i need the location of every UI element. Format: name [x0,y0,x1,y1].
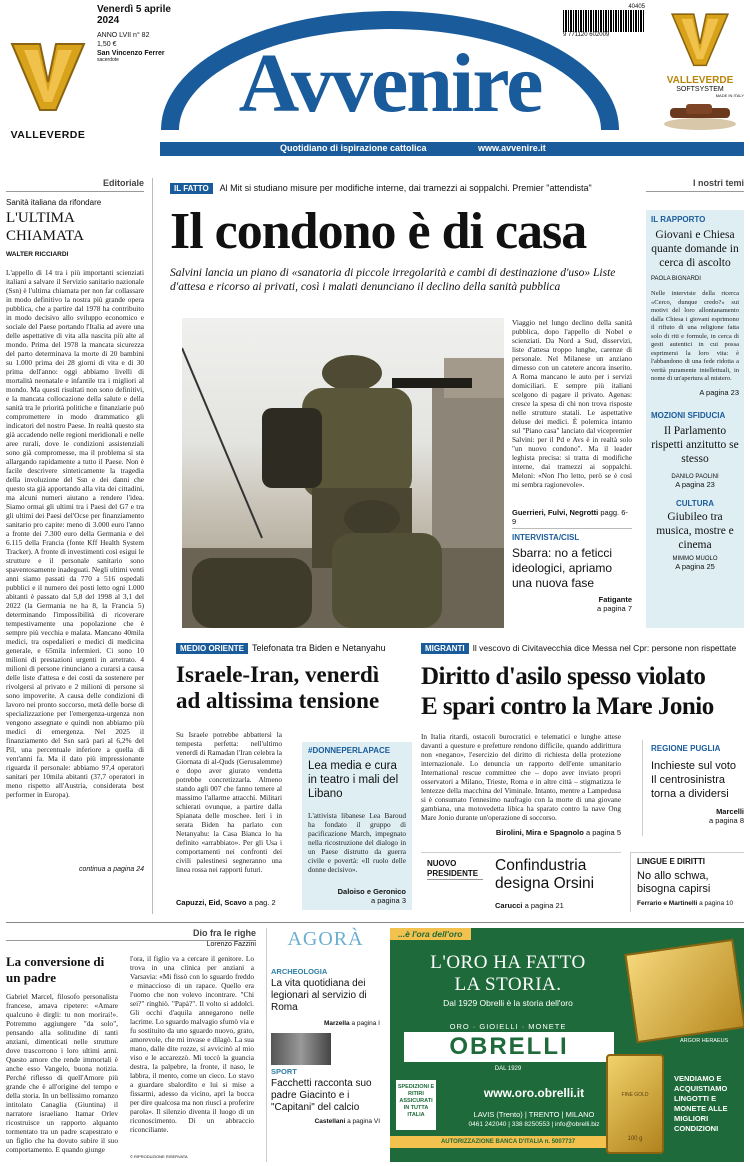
obrelli-phone: 0461 242040 | 338 8250553 | info@obrelli.biz [468,1121,600,1128]
confindustria-page[interactable]: a pagina 21 [524,901,564,910]
site-url[interactable]: www.avvenire.it [478,143,546,153]
main-headline[interactable]: Il condono è di casa [170,203,587,260]
medio-oriente-credit: Capuzzi, Eid, Scavo [176,898,247,907]
puglia-tag: REGIONE PUGLIA [651,744,721,753]
cultura-block[interactable] [651,499,739,571]
obrelli-line-3: Dal 1929 Obrelli è la storia dell'oro [443,998,573,1008]
libano-page[interactable]: a pagina 3 [370,896,406,905]
rapporto-block[interactable] [651,215,739,397]
libano-body: L'attivista libanese Lea Baroud ha fondato il gruppo di pacificazione March, impegnato nella ricostruzione del dialogo in un Paese distrutto da guerra civile e povertà: «Il ruolo delle donne decisivo». [308,811,406,874]
issue-date: Venerdì 5 aprile [97,4,171,15]
agora [266,928,380,1162]
gold-coin-icon [606,1054,664,1154]
tagline-bar [160,142,744,156]
migranti-tag: MIGRANTI [421,643,469,654]
intervista-page[interactable]: a pagina 7 [596,604,632,613]
soldiers-photo-icon [182,318,504,628]
agora-sport-page[interactable]: a pagina VI [347,1118,380,1125]
obrelli-bar-label: ARGOR HERAEUS [680,1038,729,1044]
dio-section: Dio fra le righe [6,928,256,941]
puglia-page[interactable]: a pagina 8 [708,816,744,825]
issue-year: 2024 [97,15,120,26]
agora-logo[interactable]: AGORÀ [287,928,364,950]
right-ad-sub: SOFTSYSTEM [676,86,724,93]
sidebar [646,178,744,628]
sidebar-header: I nostri temi [646,178,744,192]
main-deck: Salvini lancia un piano di «sanatoria di piccole irregolarità e cambi di destinazione d'uso» Liste d'attesa e ricorso ai privati, così i malati denunciano il declino della sanità pubblica [170,267,616,293]
confindustria-title: Confindustria designa Orsini [495,857,595,892]
valleverde-v-logo-icon [665,8,735,70]
dio-author: Lorenzo Fazzini [206,941,256,948]
agora-arch-page[interactable]: a pagina I [351,1020,380,1027]
mozioni-author: DANILO PAOLINI [671,474,719,480]
rapporto-author: PAOLA BIGNARDI [651,276,701,282]
agora-arch-block[interactable] [271,967,380,1027]
migranti-credit-row [421,828,621,837]
main-story-body-block [512,318,632,526]
agora-sport-title: Facchetti racconta suo padre Giacinto e i "Capitani" del calcio [271,1078,372,1113]
dio-body-2: l'ora, il figlio va a cercare il genitore. Lo trova in una clinica per anziani a Varsavia: «Mi fissò con lo sguardo freddo e minaccioso di un rapace. Quello era l'uomo che non volevo incontrare. "Chi sei?" ringhiò. "Papà?". Il volto si addolcì. Gli occhi d'aquila annegarono nelle lacrime. Lo sguardo malvagio sfumò via e fu sostituito da uno sguardo nuovo, grato, amorevole, che mi invase e dilagò. La sua mano, dalle dite rozze, si avvicinò al mio viso e le accarezzò. Mi toccò la guancia destra, la palpebre, la fronte, il naso, le labbra, il mento, come un cieco. Lo stavo a guardare sbalordito e lui si mise a fissarmi, adesso da vicino, aprì la bocca per dire qualcosa ma non riuscì a proferire parola». Il silenzio diventa il luogo di un riconoscimento. Di un abbraccio riconciliante. [130,954,254,1134]
agora-sport-tag: SPORT [271,1067,297,1076]
agora-arch-credit: Marzella [323,1020,350,1027]
saint-role: sacerdote [97,57,119,63]
medio-oriente-page[interactable]: a pag. 2 [248,898,276,907]
column-divider [152,178,153,914]
obrelli-coin-weight: 100 g [627,1136,643,1142]
agora-sport-photo [271,1033,331,1065]
rapporto-tag: IL RAPPORTO [651,215,706,224]
cultura-page[interactable]: A pagina 25 [675,562,715,571]
lingue-tag: LINGUE E DIRITTI [637,857,705,866]
cultura-author: MIMMO MUOLO [672,556,718,562]
saint-of-day: San Vincenzo Ferrer [97,50,165,57]
right-ad-brand: VALLEVERDE [666,75,734,86]
confindustria-credit-row [495,901,564,910]
libano-credit: Daloiso e Geronico [337,887,406,896]
obrelli-line-1: L'ORO HA FATTO [430,952,586,973]
dio-body-1: Gabriel Marcel, filosofo personalista francese, amava ripetere: «Amare qualcuno è dirgli: tu non morirai!». Potremmo aggiungere "da solo", pensando alla solitudine di tanti anziani, dimenticati nelle strutture dove trascorrono i loro ultimi anni. Questo amore che rende immortali è anche esso Vangelo, buona notizia. Perché riflesso di quell'Amore più grande che è all'origine del tempo e della storia. In un bellissimo romanzo intitolato Canaglia (Giuntina) il narratore israeliano Itamar Orlev ricostruisce un rapporto alquanto tormentato tra un padre scapestrato e un figlio che ha dovuto subire il suo comportamento. E quando giunge [6,992,118,1154]
cultura-tag: CULTURA [675,499,715,508]
libano-title: Lea media e cura in teatro i mali del Libano [308,760,399,800]
left-ad-brand: VALLEVERDE [10,129,86,141]
rapporto-page[interactable]: A pagina 23 [699,388,739,397]
puglia-box[interactable] [642,740,744,836]
bottom-divider [6,922,744,923]
barcode-bars [563,10,645,32]
obrelli-brand: OBRELLI [404,1032,614,1062]
obrelli-right-text: VENDIAMO E ACQUISTIAMO LINGOTTI E MONETE ALLE MIGLIORI CONDIZIONI [674,1074,728,1133]
mozioni-tag: MOZIONI SFIDUCIA [651,411,726,420]
rapporto-title: Giovani e Chiesa quante domande in cerca di ascolto [651,229,739,269]
intervista-title: Sbarra: no a feticci ideologici, apriamo una nuova fase [512,546,613,590]
intervista-author: Fatigante [598,595,632,604]
obrelli-line-2: LA STORIA. [454,974,562,995]
agora-sport-credit: Castellani [314,1118,346,1125]
dio-fra-le-righe [6,928,256,1162]
lingue-credit-row [637,900,744,907]
obrelli-ad[interactable] [390,928,744,1162]
logo-wordmark: Avvenire [238,37,542,130]
obrelli-categories: ORO · GIOIELLI · MONETE [449,1022,567,1031]
dio-title: La conversione di un padre [6,954,105,985]
obrelli-cities: LAVIS (Trento) | TRENTO | MILANO [473,1110,595,1119]
migranti-headline-1[interactable]: Diritto d'asilo spesso violato [421,663,706,690]
mozioni-page[interactable]: A pagina 23 [675,480,715,489]
lingue-box[interactable] [630,852,744,912]
main-story-credit-row [512,508,632,526]
confindustria-box[interactable] [421,852,621,912]
rapporto-body: Nelle interviste della ricerca «Cerco, dunque credo?» sui motivi del loro allontanamento dalla Chiesa i giovani esprimono il rifiuto di una religione fatta solo di riti e formule, in cerca di gesti autentici in cui possa esprimersi la loro vita: è l'abbandono di una fede ridotta a verità puramente intellettuali, in nome di un'apertura al mistero. [651,290,739,382]
agora-sport-block[interactable] [271,1067,380,1125]
obrelli-since: DAL 1929 [494,1066,522,1072]
editorial-title: L'ULTIMA CHIAMATA [6,210,84,244]
main-story-kicker: Al Mit si studiano misure per modifiche interne, dai tramezzi ai soppalchi. Premier "attendista" [219,183,592,193]
puglia-title: Inchieste sul voto Il centrosinistra torna a dividersi [651,760,736,800]
medio-oriente-headline[interactable]: Israele-Iran, venerdì ad altissima tensione [176,662,380,713]
migranti-kicker: Il vescovo di Civitavecchia dice Messa nel Cpr: persone non rispettate [472,643,737,653]
editorial-author: WALTER RICCIARDI [6,251,69,258]
migranti-kicker-row [421,638,744,656]
libano-tag: #DONNEPERLAPACE [308,746,391,755]
intervista-tag: INTERVISTA/CISL [512,533,580,542]
main-story-tag: IL FATTO [170,183,213,194]
right-ad[interactable] [656,8,744,136]
editorial-body: L'appello di 14 tra i più importanti scienziati italiani a salvare il Servizio sanitario nazionale (Ssn) è l'ultima chiamata per non far collassare in modo definitivo la nostra più grande opera pubblica, che a partire dal 1978 ha contribuito in modo decisivo allo sviluppo economico e sociale del Paese portando l'Italia ad avere una delle aspettative di vita alla nascita più alte al mondo. Prima del 1978 la mancata sicurezza del parto determinava la morte di 20 bambini su 1.000 prima dei 28 giorni di vita e di 30 prima dell'anno: oggi abbiamo livelli di mortalità neonatale e infantile tra i migliori al mondo. Ma questi risultati non sono definitivi, e la mancata collocazione della salute e della sanità tra le priorità politiche e finanziarie può compromettere in modo drammatico gli indicatori del nostro Paese. In realtà questo sta già accadendo nelle regioni meridionali e nelle aree rurali, dove le condizioni assistenziali sono già compromesse, ma il problema si sta allargando rapidamente a tutto il Paese. Non è facile descrivere sinteticamente la tragedia della involuzione del Ssn e dei danni che questo sta già apportando alla vita dei cittadini, ma alcuni numeri aiutano a rendere l'idea. Siamo ormai gli ultimi tra i Paesi del G7 e tra gli ultimi dei Paesi del'Ocse per finanziamento sanitario pro capite: meno di 3.000 euro l'anno a fronte dei 7.300 euro della Germania e dei 6.115 della Francia (fonte Kff Health System Tracker). A fronte di investimenti così esigui le strutture e il personale sanitario sono spaventosamente inadeguati. Negli ultimi venti anni siamo passati da 770 a 516 ospedali pubblici e il numero dei posti letto ogni 1.000 abitanti è passato dal 5,8 del 1998 al 3,1 del 2022 (la Germania ne ha 8, la Francia 5) determinando l'impossibilità di ricoverare tempestivamente una popolazione che è sempre più vecchia e malata. Mancano 40mila medici, tra ospedalieri e medici di medicina generale, e 65mila infermieri. Ci sono 10 milioni di prestazioni urgenti in arretrato. 4 milioni di persone rinunciano a curarsi a causa delle liste d'attesa e dei costi da sostenere per rivolgersi al privato e 2 milioni di persone si sono impoverite. A causa delle condizioni di lavoro nei pronto soccorso, metà delle borse di specializzazione per l'emergenza-urgenza non vengono assegnate e quindi non abbiamo più medici di emergenza. Nel 2025 il finanziamento del Ssn sarà pari al 6,2% del Pil, una percentuale inferiore a quella di vent'anni fa. Ma il dato più impressionante riguarda il personale: abbiamo 97,4 operatori sanitari per 10mila abitanti (37,7 operatori in meno rispetto all'Austria, considerata best performer in Europa). [6,268,144,799]
agora-arch-title: La vita quotidiana dei legionari al servizio di Roma [271,978,367,1013]
medio-oriente-body: Su Israele potrebbe abbattersi la tempesta perfetta: nell'ultimo venerdì di Ramadan l'Iran celebra la Giornata di al-Quds (Gerusalemme) e dopo aver giurato vendetta potrebbe concretizzarla. Almeno stando agli 007 che fanno temere al massimo l'allarme attacchi. Militari schierati ovunque, a partire dalla Spianata delle moschee. Ieri i in serata Biden ha parlato con Netanyahu: la Casa Bianca lo ha definito «arrabbiato». Per gli Usa i comportamenti nei confronti dei civili palestinesi segneranno una linea rossa nei rapporti futuri. [176,730,282,874]
barcode-top: 40405 [628,4,645,10]
issue-number: ANNO LVII n° 82 [97,32,150,39]
sandal-icon [660,98,740,132]
medio-oriente-kicker-row [176,638,416,656]
mozioni-title: Il Parlamento rispetti anzitutto se stesso [651,425,739,465]
barcode-digits: 9 771120 602009 [563,32,610,38]
obrelli-coin-label: FINE GOLD [621,1092,649,1098]
sidebar-panel [646,210,744,628]
barcode [563,4,645,40]
main-story-body: Viaggio nel lungo declino della sanità pubblica, dopo l'appello di Nobel e scienziati. Da Nord a Sud, disservizi, liste d'attesa troppo lunghe, carenze di personale. Nel Milanese un anziano dimesso con un catetere ancora inserito. A Roma mancano le auto per i servizi domiciliari. E sempre più italiani scelgono di pagare il privato. Agenas: cresce la spesa di chi non trova risposte nelle strutture statali. Le aspettative deluse dei medici. È polemica intanto sul "Piano casa" lanciato dal vicepremier Salvini: per il Pd e Avs è in realtà solo "un nuovo condono". Ma il leader leghista precisa: si tratta di modifiche interne, dai tramezzi ai soppalchi. Meloni: «Non l'ho letto, però se è così mi sembra ragionevole». [512,318,632,489]
agora-arch-credit-row [271,1020,380,1027]
logo-area[interactable] [160,10,620,150]
issue-price: 1,50 € [97,41,117,48]
main-story-pages[interactable]: pagg. 6-9 [512,508,628,526]
tagline: Quotidiano di ispirazione cattolica [280,143,427,153]
intervista-box[interactable] [512,528,632,632]
puglia-author: Marcelli [716,807,744,816]
agora-sport-credit-row [271,1118,380,1125]
masthead [0,0,750,160]
right-ad-note: MADE IN ITALY [715,93,744,98]
migranti-headline-2[interactable]: E spari contro la Mare Jonio [421,693,714,720]
editorial-kicker: Sanità italiana da rifondare [6,198,102,207]
left-ad[interactable] [8,36,88,140]
cultura-title: Giubileo tra musica, mostre e cinema [656,511,734,551]
valleverde-v-logo-icon [8,36,88,116]
gold-bar-icon [624,939,744,1043]
main-photo[interactable] [182,318,504,628]
lingue-title: No allo schwa, bisogna capirsi [637,870,711,895]
lingue-author: Ferrario e Martinelli [637,900,698,907]
confindustria-author: Carucci [495,901,523,910]
migranti-credit: Birolini, Mira e Spagnolo [495,828,584,837]
migranti-body: In Italia ritardi, ostacoli burocratici e telematici e lunghe attese davanti a questure e prefetture rendono difficile, quando addirittura non «negano», l'esercizio del diritto di richiesta della protezione internazionale. Lo denuncia un rapporto dell'ente umanitario International rescue committee che – dopo aver inviato propri osservatori a Milano, Trieste, Roma e in altre città – stigmatizza le lentezze della macchina del Viminale. Intanto, mentre a Lampedusa si è consumato l'ennesimo naufragio con la morte di una giovane gambiana, una motovedetta libica ha sparato contro la nave Ong Mare Jonio durante un'operazione di soccorso. [421,732,621,822]
agora-arch-tag: ARCHEOLOGIA [271,967,328,976]
obrelli-authorization: AUTORIZZAZIONE BANCA D'ITALIA n. 5007737 [390,1136,626,1148]
medio-oriente-tag: MEDIO ORIENTE [176,643,248,654]
mozioni-block[interactable] [651,411,739,489]
migranti-page[interactable]: a pagina 5 [585,828,621,837]
obrelli-top: ...è l'ora dell'oro [390,928,471,940]
libano-box[interactable] [302,742,412,910]
editorial-column [6,178,144,914]
obrelli-url[interactable]: www.oro.obrelli.it [483,1086,585,1100]
main-story-kicker-row [170,178,640,196]
editorial-section: Editoriale [6,178,144,192]
confindustria-tag: NUOVO PRESIDENTE [427,859,483,880]
lingue-page[interactable]: a pagina 10 [699,900,734,907]
editorial-continue[interactable]: continua a pagina 24 [79,866,144,873]
obrelli-shipping: SPEDIZIONI E RITIRI ASSICURATI IN TUTTA ITALIA [396,1080,436,1130]
main-story-credit: Guerrieri, Fulvi, Negrotti [512,508,599,517]
medio-oriente-kicker: Telefonata tra Biden e Netanyahu [252,643,386,653]
dio-copyright: © RIPRODUZIONE RISERVATA [130,1154,188,1159]
